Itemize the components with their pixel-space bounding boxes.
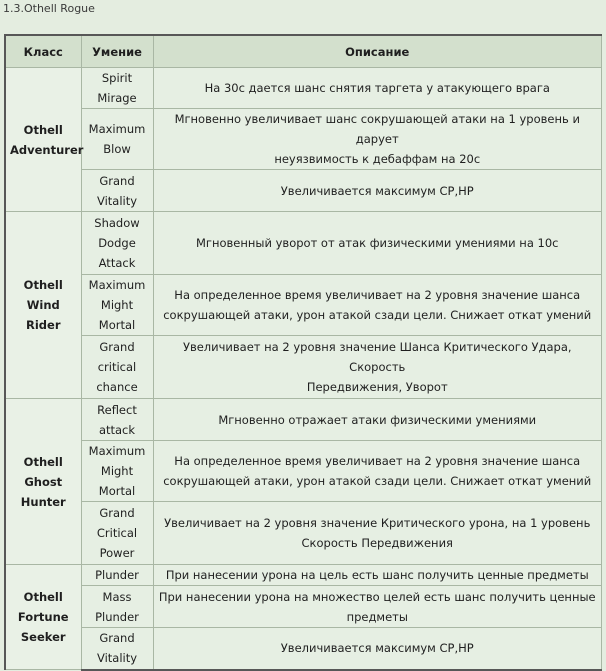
class-cell: Othell Adventurer [5, 68, 81, 212]
table-row [5, 212, 602, 275]
table-body [5, 68, 602, 670]
description-cell: На определенное время увеличивает на 2 уровня значение шанса сокрушающей атаки, урон атакой сзади цели. Снижает откат умений [153, 275, 602, 336]
header-class: Класс [5, 35, 81, 68]
skill-cell: Maximum Blow [81, 109, 153, 170]
skill-cell: Maximum Might Mortal [81, 275, 153, 336]
skills-table [4, 34, 602, 671]
description-cell: При нанесении урона на цель есть шанс получить ценные предметы [153, 565, 602, 586]
table-row [5, 68, 602, 109]
table-row [5, 109, 602, 170]
table-row [5, 586, 602, 628]
table-row [5, 275, 602, 336]
table-row [5, 336, 602, 399]
table-row [5, 441, 602, 502]
skill-cell: Grand Critical Power [81, 502, 153, 565]
table-row [5, 565, 602, 586]
description-cell: Мгновенно отражает атаки физическими умениями [153, 399, 602, 441]
description-cell: Увеличивается максимум CP,HP [153, 170, 602, 212]
class-cell: Othell Ghost Hunter [5, 399, 81, 565]
table-row [5, 628, 602, 670]
class-cell: Othell Wind Rider [5, 212, 81, 399]
header-description: Описание [153, 35, 602, 68]
description-cell: При нанесении урона на множество целей есть шанс получить ценные предметы [153, 586, 602, 628]
skill-cell: Maximum Might Mortal [81, 441, 153, 502]
table-row [5, 170, 602, 212]
class-cell: Othell Fortune Seeker [5, 565, 81, 670]
skill-cell: Grand Vitality [81, 628, 153, 670]
description-cell: Мгновенно увеличивает шанс сокрушающей атаки на 1 уровень и дарует неуязвимость к дебаффам на 20с [153, 109, 602, 170]
header-skill: Умение [81, 35, 153, 68]
description-cell: На определенное время увеличивает на 2 уровня значение шанса сокрушающей атаки, урон атакой сзади цели. Снижает откат умений [153, 441, 602, 502]
description-cell: Увеличивает на 2 уровня значение Шанса Критического Удара, Скорость Передвижения, Уворот [153, 336, 602, 399]
table-header-row [5, 35, 602, 68]
description-cell: Увеличивается максимум CP,HP [153, 628, 602, 670]
description-cell: Мгновенный уворот от атак физическими умениями на 10с [153, 212, 602, 275]
skill-cell: Reflect attack [81, 399, 153, 441]
table-row [5, 502, 602, 565]
skill-cell: Grand Vitality [81, 170, 153, 212]
skill-cell: Grand critical chance [81, 336, 153, 399]
skill-cell: Shadow Dodge Attack [81, 212, 153, 275]
skill-cell: Plunder [81, 565, 153, 586]
table-row [5, 399, 602, 441]
description-cell: Увеличивает на 2 уровня значение Критического урона, на 1 уровень Скорость Передвижения [153, 502, 602, 565]
skill-cell: Mass Plunder [81, 586, 153, 628]
description-cell: На 30с дается шанс снятия таргета у атакующего врага [153, 68, 602, 109]
page-title: 1.3.Othell Rogue [3, 2, 95, 15]
skill-cell: Spirit Mirage [81, 68, 153, 109]
